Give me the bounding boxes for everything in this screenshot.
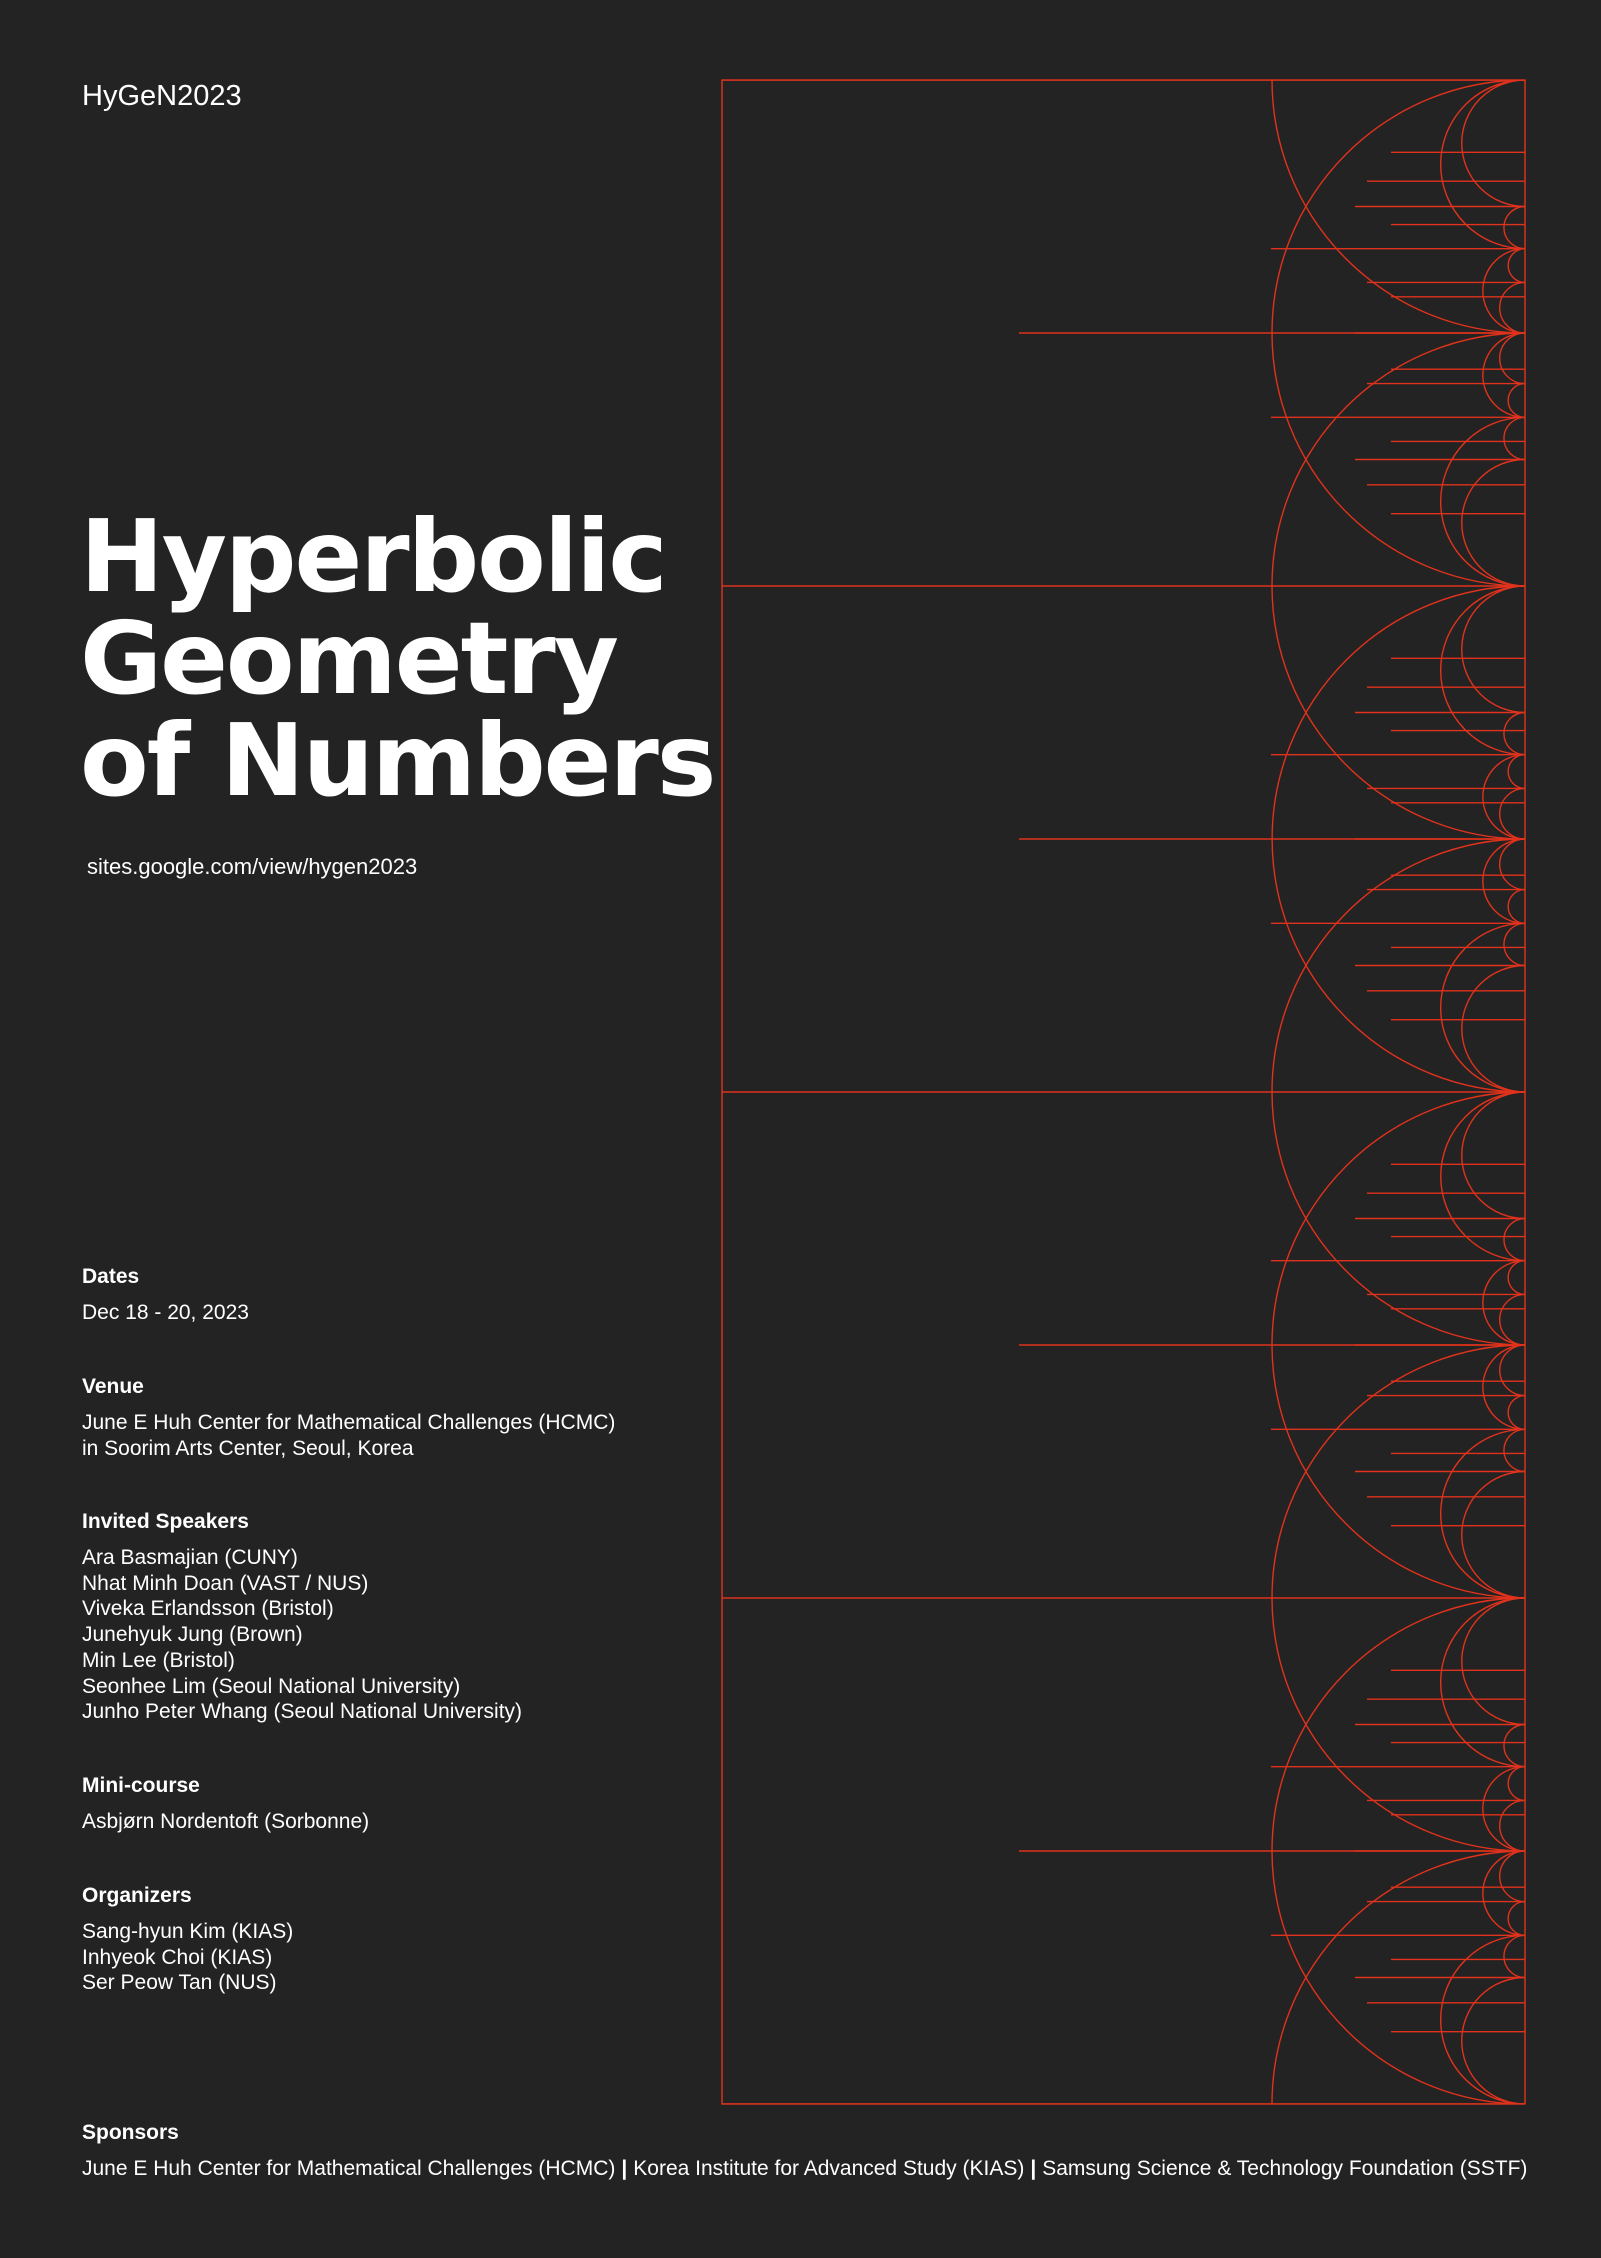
tessellation-arc <box>1441 923 1525 1092</box>
speakers-heading: Invited Speakers <box>82 1510 249 1533</box>
tessellation-arc <box>1504 207 1525 249</box>
dates-value: Dec 18 - 20, 2023 <box>82 1301 249 1324</box>
tessellation-arc <box>1483 1345 1525 1429</box>
tessellation-arc <box>1462 0 1525 80</box>
tessellation-arc <box>1483 1767 1525 1851</box>
tessellation-arc <box>1483 1851 1525 1935</box>
speaker-item: Min Lee (Bristol) <box>82 1648 235 1672</box>
tessellation-arc <box>1441 80 1525 249</box>
speaker-item: Nhat Minh Doan (VAST / NUS) <box>82 1571 369 1595</box>
title-line-1: Hyperbolic <box>80 498 666 615</box>
venue-line: June E Huh Center for Mathematical Challenges (HCMC) <box>82 1411 616 1434</box>
tessellation-arc <box>1441 1935 1525 2104</box>
tessellation-arc <box>1441 1598 1525 1767</box>
tessellation-arc <box>1504 1429 1525 1471</box>
sponsor-item: June E Huh Center for Mathematical Challenges (HCMC) <box>82 2157 616 2180</box>
tessellation-arc <box>1483 333 1525 417</box>
sponsor-item: Korea Institute for Advanced Study (KIAS) <box>633 2157 1025 2180</box>
tessellation-arc <box>1441 417 1525 586</box>
tessellation-arc <box>1272 2104 1525 2258</box>
tessellation-arc <box>1508 249 1525 283</box>
speaker-item: Viveka Erlandsson (Bristol) <box>82 1597 334 1621</box>
organizers-heading: Organizers <box>82 1884 192 1907</box>
tessellation-arc <box>1441 1429 1525 1598</box>
tessellation-arc <box>1500 1345 1525 1396</box>
website-link[interactable]: sites.google.com/view/hygen2023 <box>87 854 418 879</box>
tessellation-arc <box>1462 2104 1525 2231</box>
tessellation-arc <box>1508 755 1525 789</box>
tessellation-arc <box>1441 586 1525 755</box>
tessellation-arc <box>1483 249 1525 333</box>
speaker-item: Junho Peter Whang (Seoul National University) <box>82 1700 523 1724</box>
tessellation-arc <box>1504 1219 1525 1261</box>
sponsors-heading: Sponsors <box>82 2121 179 2144</box>
minicourse-item: Asbjørn Nordentoft (Sorbonne) <box>82 1810 370 1833</box>
tessellation-arc <box>1504 923 1525 965</box>
title-line-2: Geometry <box>80 600 617 717</box>
tessellation-arc <box>1508 1902 1525 1936</box>
tessellation-arc <box>1483 1261 1525 1345</box>
tessellation-arc <box>1500 1800 1525 1851</box>
organizer-item: Ser Peow Tan (NUS) <box>82 1971 277 1995</box>
venue-line: in Soorim Arts Center, Seoul, Korea <box>82 1436 414 1460</box>
tessellation-arc <box>1504 1935 1525 1977</box>
tessellation-arc <box>1508 1261 1525 1295</box>
tessellation-arc <box>1441 1092 1525 1261</box>
tessellation-arc <box>1508 384 1525 418</box>
event-code: HyGeN2023 <box>82 80 242 112</box>
sponsor-item: Samsung Science & Technology Foundation (SSTF) <box>1042 2157 1528 2180</box>
tessellation-arc <box>1500 788 1525 839</box>
tessellation-arc <box>1500 1294 1525 1345</box>
tessellation-arc <box>1441 2104 1525 2258</box>
tessellation-arc <box>1500 282 1525 333</box>
tessellation-arc <box>1500 839 1525 890</box>
speaker-item: Seonhee Lim (Seoul National University) <box>82 1674 461 1698</box>
tessellation-arc <box>1504 2231 1525 2258</box>
dates-heading: Dates <box>82 1265 140 1288</box>
tessellation-arc <box>1504 417 1525 459</box>
sponsor-separator: | <box>1030 2157 1037 2180</box>
minicourse-heading: Mini-course <box>82 1774 200 1797</box>
tessellation-lines <box>722 0 1528 2258</box>
tessellation-arc <box>1508 1767 1525 1801</box>
organizer-item: Sang-hyun Kim (KIAS) <box>82 1920 294 1943</box>
tessellation-arc <box>1483 755 1525 839</box>
venue-heading: Venue <box>82 1375 144 1398</box>
tessellation-arc <box>1508 1396 1525 1430</box>
speaker-item: Junehyuk Jung (Brown) <box>82 1623 303 1647</box>
speaker-item: Ara Basmajian (CUNY) <box>82 1546 298 1569</box>
tessellation-arc <box>1272 0 1525 80</box>
tessellation-arc <box>1500 1851 1525 1902</box>
tessellation-arc <box>1483 839 1525 923</box>
tessellation-arc <box>1504 1725 1525 1767</box>
organizer-item: Inhyeok Choi (KIAS) <box>82 1945 273 1969</box>
sponsor-separator: | <box>621 2157 628 2180</box>
tessellation-arc <box>1441 0 1525 80</box>
tessellation-arc <box>1504 713 1525 755</box>
title-line-3: of Numbers <box>80 702 715 819</box>
tessellation-arc <box>1508 890 1525 924</box>
tessellation-arc <box>1500 333 1525 384</box>
